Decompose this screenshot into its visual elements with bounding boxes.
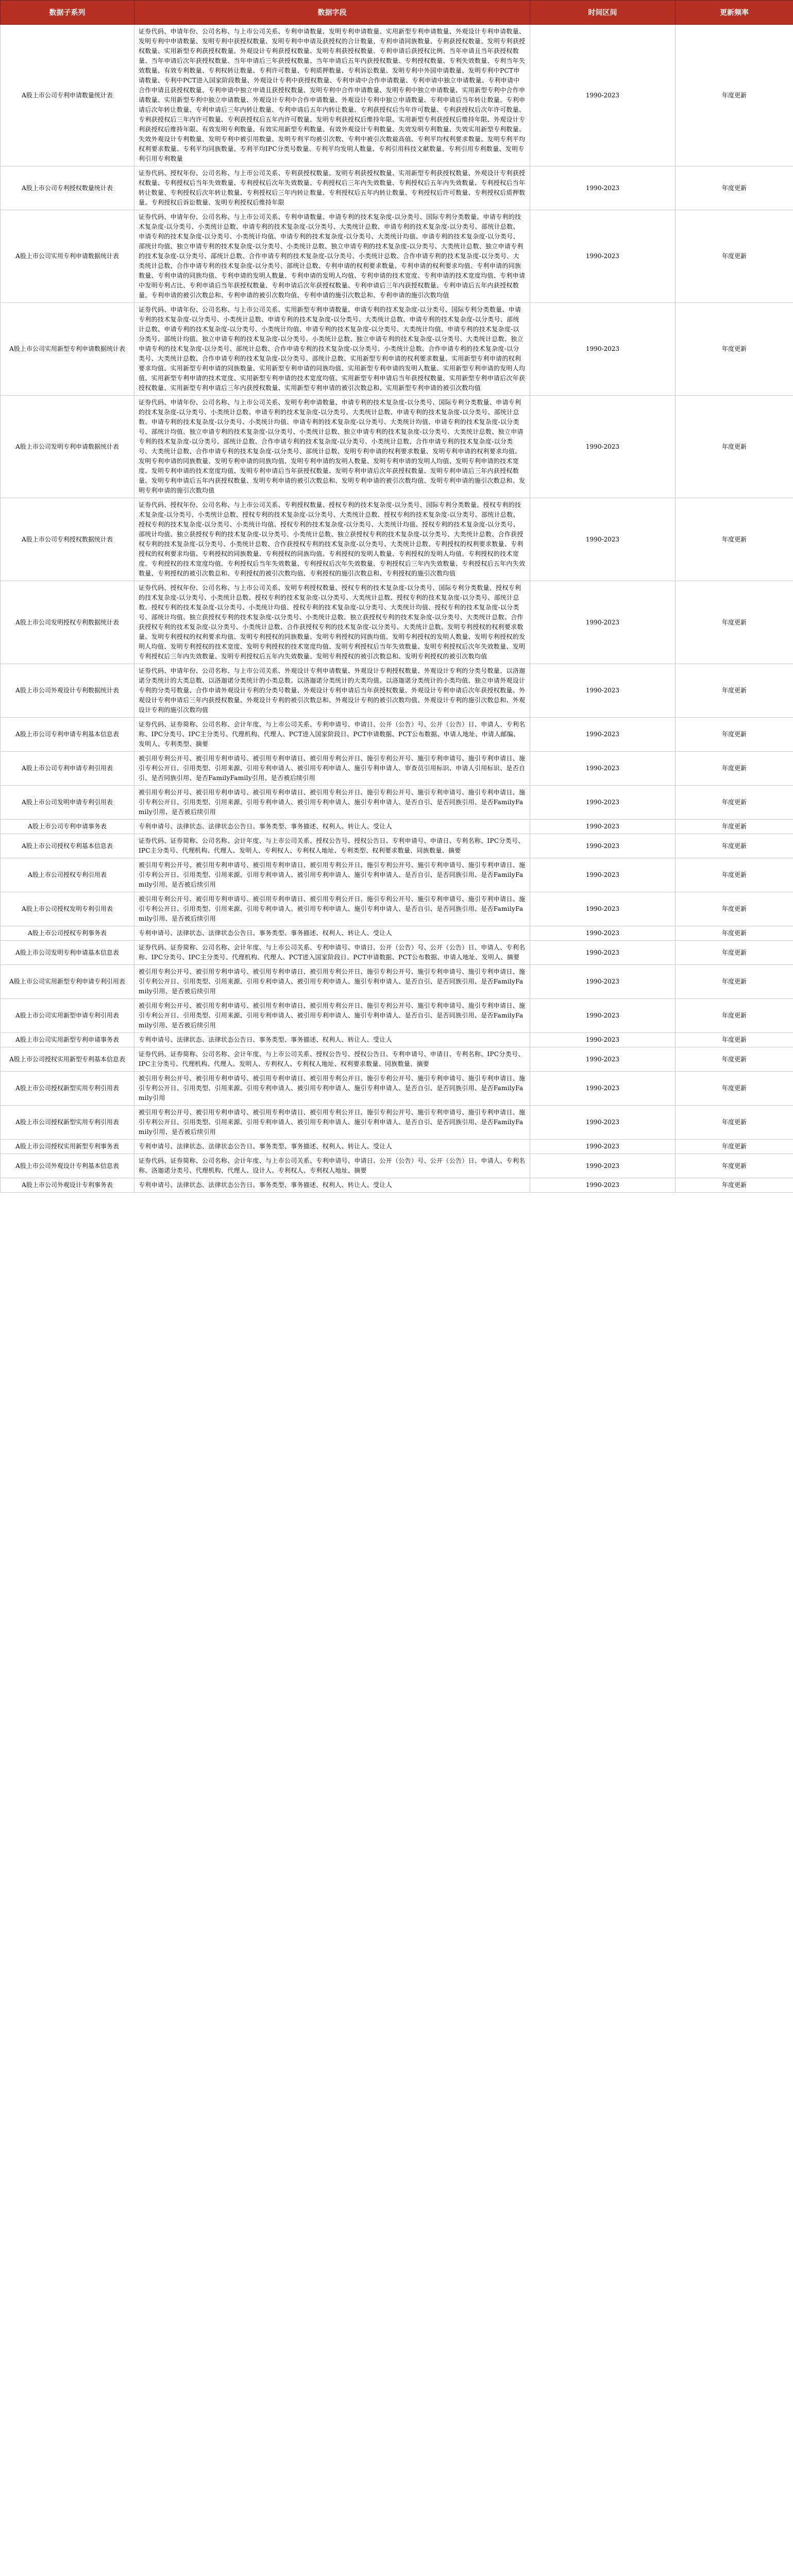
table-row: [1, 1140, 793, 1154]
row-frequency: 年度更新: [676, 166, 793, 210]
row-series: A股上市公司授权实用新型专利事务表: [1, 1140, 134, 1154]
row-series: A股上市公司外观设计专利数据统计表: [1, 664, 134, 718]
row-range: 1990-2023: [530, 1154, 676, 1178]
row-series: A股上市公司实用专利申请数据统计表: [1, 210, 134, 303]
row-range: 1990-2023: [530, 1033, 676, 1047]
row-fields: 证券代码、证券简称、公司名称、会计年度、与上市公司关系、专利申请号、申请日、公开（公告）号、公开（公告）日、申请人、专利名称、IPC分类号、IPC主分类号、代理机构、代理人、PCT进入国家阶段日、PCT申请数据、PCT公布数据、申请人地址、申请人邮编、发明人、专利类型、摘要: [134, 718, 530, 752]
row-range: 1990-2023: [530, 1178, 676, 1193]
row-frequency: 年度更新: [676, 965, 793, 999]
row-fields: 证券代码、证券简称、公司名称、会计年度、与上市公司关系、专利申请号、申请日、公开（公告）号、公开（公告）日、申请人、专利名称、洛迦诺分类号、代理机构、代理人、设计人、专利权人、专利权人地址、摘要: [134, 1154, 530, 1178]
table-row: [1, 1106, 793, 1140]
row-series: A股上市公司授权新型实用专利引用表: [1, 1072, 134, 1106]
table-row: [1, 786, 793, 820]
row-frequency: 年度更新: [676, 718, 793, 752]
table-row: [1, 965, 793, 999]
row-frequency: 年度更新: [676, 752, 793, 786]
row-range: 1990-2023: [530, 965, 676, 999]
table-row: [1, 581, 793, 664]
row-series: A股上市公司实用新型申请专利引用表: [1, 999, 134, 1033]
table-row: [1, 752, 793, 786]
row-series: A股上市公司专利申请事务表: [1, 820, 134, 834]
row-fields: 证券代码、授权年份、公司名称、与上市公司关系、专利获授权数量、发明专利获授权数量、实用新型专利获授权数量、外观设计专利获授权数量、专利授权后当年失效数量、专利授权后次年失效数量、专利授权后三年内失效数量、专利授权后五年内失效数量、专利授权后当年转让数量、专利授权后次年转让数量、专利授权后三年内转让数量、专利授权后五年内转让数量、专利授权后许可数量、专利授权后质押数量、专利授权后诉讼数量、发明专利授权后维持年限: [134, 166, 530, 210]
row-fields: 被引用专利公开号、被引用专利申请号、被引用专利申请日、被引用专利公开日、施引专利公开号、施引专利申请号、施引专利申请日、施引专利公开日、引用类型、引用来源、引用专利申请人、被引用专利申请人、施引专利申请人、审查员引用标识、申请人引用标识、是否自引、是否同族引用、是否FamilyFamily引用、是否被后续引用: [134, 752, 530, 786]
row-range: 1990-2023: [530, 581, 676, 664]
row-series: A股上市公司实用新型专利申请数据统计表: [1, 303, 134, 396]
row-fields: 被引用专利公开号、被引用专利申请号、被引用专利申请日、被引用专利公开日、施引专利公开号、施引专利申请号、施引专利申请日、施引专利公开日、引用类型、引用来源、引用专利申请人、被引用专利申请人、施引专利申请人、是否自引、是否同族引用、是否FamilyFamily引用: [134, 1072, 530, 1106]
row-series: A股上市公司授权新型实用专利引用表: [1, 1106, 134, 1140]
row-range: 1990-2023: [530, 1072, 676, 1106]
row-frequency: 年度更新: [676, 999, 793, 1033]
row-range: 1990-2023: [530, 1106, 676, 1140]
row-range: 1990-2023: [530, 834, 676, 858]
row-range: 1990-2023: [530, 820, 676, 834]
header-range: 时间区间: [530, 1, 676, 25]
row-fields: 专利申请号、法律状态、法律状态公告日、事务类型、事务描述、权利人、转让人、受让人: [134, 1178, 530, 1193]
table-row: [1, 892, 793, 926]
row-fields: 证券代码、申请年份、公司名称、与上市公司关系、专利申请数量、发明专利申请数量、实用新型专利申请数量、外观设计专利申请数量、发明专利中申请数量、发明专利中获授权数量、发明专利中申请及获授权的合计数量、专利申请同族数量、专利获授权数量、发明专利获授权数量、实用新型专利获授权数量、外观设计专利获授权数量、发明专利获授权数量、专利申请后获授权比例、当年申请且当年获授权数量、当年申请后次年获授权数量、当年申请后三年获授权数量、当年申请后五年内获授权数量、专利授权数量、专利失效数量、专利当年失效数量、有效专利数量、专利权转让数量、专利许可数量、专利质押数量、专利诉讼数量、发明专利中外国申请数量、发明专利中PCT申请数量、专利中PCT进入国家阶段数量、外观设计专利中获授权数量、专利申请中合作申请数量、专利申请中独立申请数量、专利申请中合作申请且获授权数量、专利申请中独立申请且获授权数量、发明专利中合作申请数量、发明专利中独立申请数量、实用新型专利中合作申请数量、实用新型专利中独立申请数量、外观设计专利中合作申请数量、外观设计专利中独立申请数量、专利申请后当年转让数量、专利申请后次年转让数量、专利申请后三年内转让数量、专利申请后五年内转让数量、专利获授权后当年许可数量、专利获授权后次年许可数量、专利获授权后三年内许可数量、专利获授权后五年内许可数量、发明专利获授权后维持年限、实用新型专利获授权后维持年限、外观设计专利获授权后维持年限、有效发明专利数量、有效实用新型专利数量、有效外观设计专利数量、失效发明专利数量、失效实用新型专利数量、失效外观设计专利数量、发明专利中被引用数量、发明专利平均被引次数、专利中被引次数最高值、专利平均权利要求数量、发明专利平均权利要求数量、专利平均同族数量、专利平均IPC分类号数量、专利平均发明人数量、专利引用科技文献数量、专利引用专利数量、发明专利引用专利数量: [134, 25, 530, 166]
row-frequency: 年度更新: [676, 834, 793, 858]
row-range: 1990-2023: [530, 786, 676, 820]
row-frequency: 年度更新: [676, 941, 793, 965]
row-series: A股上市公司外观设计专利基本信息表: [1, 1154, 134, 1178]
row-fields: 被引用专利公开号、被引用专利申请号、被引用专利申请日、被引用专利公开日、施引专利公开号、施引专利申请号、施引专利申请日、施引专利公开日、引用类型、引用来源、引用专利申请人、被引用专利申请人、施引专利申请人、是否自引、是否同族引用、是否FamilyFamily引用、是否被后续引用: [134, 1106, 530, 1140]
row-fields: 证券代码、证券简称、公司名称、会计年度、与上市公司关系、授权公告号、授权公告日、专利申请号、申请日、专利名称、IPC分类号、IPC主分类号、代理机构、代理人、发明人、专利权人、专利权人地址、专利类型、权利要求数量、同族数量、摘要: [134, 834, 530, 858]
table-row: [1, 858, 793, 892]
row-fields: 证券代码、证券简称、公司名称、会计年度、与上市公司关系、专利申请号、申请日、公开（公告）号、公开（公告）日、申请人、专利名称、IPC分类号、IPC主分类号、代理机构、代理人、PCT进入国家阶段日、PCT申请数据、PCT公布数据、申请人地址、发明人、摘要: [134, 941, 530, 965]
row-frequency: 年度更新: [676, 210, 793, 303]
table-row: [1, 1047, 793, 1072]
row-frequency: 年度更新: [676, 1072, 793, 1106]
table-header: [1, 1, 793, 25]
row-frequency: 年度更新: [676, 1033, 793, 1047]
row-fields: 专利申请号、法律状态、法律状态公告日、事务类型、事务描述、权利人、转让人、受让人: [134, 820, 530, 834]
row-series: A股上市公司实用新型专利申请事务表: [1, 1033, 134, 1047]
table-row: [1, 664, 793, 718]
row-frequency: 年度更新: [676, 25, 793, 166]
table-row: [1, 396, 793, 498]
table-row: [1, 834, 793, 858]
row-frequency: 年度更新: [676, 1178, 793, 1193]
row-series: A股上市公司外观设计专利事务表: [1, 1178, 134, 1193]
row-series: A股上市公司专利授权数据统计表: [1, 498, 134, 581]
table-row: [1, 498, 793, 581]
row-fields: 专利申请号、法律状态、法律状态公告日、事务类型、事务描述、权利人、转让人、受让人: [134, 1140, 530, 1154]
row-frequency: 年度更新: [676, 1154, 793, 1178]
table-row: [1, 166, 793, 210]
table-row: [1, 941, 793, 965]
table-row: [1, 303, 793, 396]
row-frequency: 年度更新: [676, 396, 793, 498]
row-series: A股上市公司专利申请数量统计表: [1, 25, 134, 166]
row-range: 1990-2023: [530, 892, 676, 926]
table-row: [1, 210, 793, 303]
row-fields: 被引用专利公开号、被引用专利申请号、被引用专利申请日、被引用专利公开日、施引专利公开号、施引专利申请号、施引专利申请日、施引专利公开日、引用类型、引用来源、引用专利申请人、被引用专利申请人、施引专利申请人、是否自引、是否同族引用、是否FamilyFamily引用、是否被后续引用: [134, 965, 530, 999]
row-series: A股上市公司专利申请专利引用表: [1, 752, 134, 786]
row-frequency: 年度更新: [676, 1047, 793, 1072]
row-frequency: 年度更新: [676, 498, 793, 581]
row-range: 1990-2023: [530, 1140, 676, 1154]
row-frequency: 年度更新: [676, 664, 793, 718]
row-fields: 证券代码、授权年份、公司名称、与上市公司关系、专利授权数量、授权专利的技术复杂度-以分类号、国际专利分类数量、授权专利的技术复杂度-以分类号、小类统计总数、授权专利的技术复杂度-以分类号、大类统计总数、授权专利的技术复杂度-以分类号、部统计总数、授权专利的技术复杂度-以分类号、小类统计均值、授权专利的技术复杂度-以分类号、大类统计均值、授权专利的技术复杂度-以分类号、部统计均值、独立获授权专利的技术复杂度-以分类号、小类统计总数、独立获授权专利的技术复杂度-以分类号、大类统计总数、合作获授权专利的技术复杂度-以分类号、小类统计总数、合作获授权专利的技术复杂度-以分类号、大类统计总数、专利授权的权利要求数量、专利授权的权利要求均值、专利授权的同族数量、专利授权的同族均值、专利授权的发明人数量、专利授权的发明人均值、专利授权的技术宽度、专利授权的技术宽度均值、专利授权后当年失效数量、专利授权后次年失效数量、专利授权后三年内失效数量、专利授权后五年内失效数量、专利授权的被引次数总和、专利授权的被引次数均值、专利授权的施引次数总和、专利授权的施引次数均值: [134, 498, 530, 581]
row-fields: 被引用专利公开号、被引用专利申请号、被引用专利申请日、被引用专利公开日、施引专利公开号、施引专利申请号、施引专利申请日、施引专利公开日、引用类型、引用来源、引用专利申请人、被引用专利申请人、施引专利申请人、是否自引、是否同族引用、是否FamilyFamily引用、是否被后续引用: [134, 999, 530, 1033]
patent-data-table: [0, 0, 793, 1193]
header-frequency: 更新频率: [676, 1, 793, 25]
row-series: A股上市公司授权发明专利引用表: [1, 892, 134, 926]
row-series: A股上市公司授权专利事务表: [1, 926, 134, 941]
row-fields: 证券代码、申请年份、公司名称、与上市公司关系、发明专利申请数量、申请专利的技术复杂度-以分类号、国际专利分类数量、申请专利的技术复杂度-以分类号、小类统计总数、申请专利的技术复杂度-以分类号、大类统计总数、申请专利的技术复杂度-以分类号、部统计总数、申请专利的技术复杂度-以分类号、小类统计均值、申请专利的技术复杂度-以分类号、大类统计均值、申请专利的技术复杂度-以分类号、部统计均值、独立申请专利的技术复杂度-以分类号、小类统计总数、独立申请专利的技术复杂度-以分类号、大类统计总数、独立申请专利的技术复杂度-以分类号、部统计总数、合作申请专利的技术复杂度-以分类号、小类统计总数、合作申请专利的技术复杂度-以分类号、大类统计总数、合作申请专利的技术复杂度-以分类号、部统计总数、发明专利申请的权利要求数量、发明专利申请的权利要求均值、发明专利申请的同族数量、发明专利申请的同族均值、发明专利申请的发明人数量、发明专利申请的发明人均值、发明专利申请的技术宽度、发明专利申请的技术宽度均值、发明专利申请后当年获授权数量、发明专利申请后次年获授权数量、发明专利申请后三年内获授权数量、发明专利申请后五年内获授权数量、发明专利申请的被引次数总和、发明专利申请的被引次数均值、发明专利申请的施引次数总和、发明专利申请的施引次数均值: [134, 396, 530, 498]
row-range: 1990-2023: [530, 1047, 676, 1072]
row-range: 1990-2023: [530, 926, 676, 941]
row-frequency: 年度更新: [676, 581, 793, 664]
row-frequency: 年度更新: [676, 786, 793, 820]
table-body: [1, 25, 793, 1193]
row-series: A股上市公司专利授权数量统计表: [1, 166, 134, 210]
row-series: A股上市公司授权实用新型专利基本信息表: [1, 1047, 134, 1072]
table-row: [1, 25, 793, 166]
row-range: 1990-2023: [530, 166, 676, 210]
row-range: 1990-2023: [530, 664, 676, 718]
row-range: 1990-2023: [530, 210, 676, 303]
row-range: 1990-2023: [530, 25, 676, 166]
table-row: [1, 1072, 793, 1106]
row-series: A股上市公司发明专利申请数据统计表: [1, 396, 134, 498]
row-range: 1990-2023: [530, 303, 676, 396]
row-series: A股上市公司发明授权专利数据统计表: [1, 581, 134, 664]
row-frequency: 年度更新: [676, 820, 793, 834]
row-frequency: 年度更新: [676, 303, 793, 396]
row-frequency: 年度更新: [676, 858, 793, 892]
row-fields: 证券代码、证券简称、公司名称、会计年度、与上市公司关系、授权公告号、授权公告日、专利申请号、申请日、专利名称、IPC分类号、IPC主分类号、代理机构、代理人、发明人、专利权人、专利权人地址、权利要求数量、同族数量、摘要: [134, 1047, 530, 1072]
row-series: A股上市公司授权专利引用表: [1, 858, 134, 892]
row-fields: 证券代码、申请年份、公司名称、与上市公司关系、外观设计专利申请数量、外观设计专利授权数量、外观设计专利的分类号数量、以洛迦诺分类统计的大类总数、以洛迦诺分类统计的小类总数、以洛迦诺分类统计的大类均值、以洛迦诺分类统计的小类均值、独立申请外观设计专利的分类号数量、合作申请外观设计专利的分类号数量、外观设计专利申请后当年获授权数量、外观设计专利申请后次年获授权数量、外观设计专利申请后三年内获授权数量、外观设计专利的被引次数总和、外观设计专利的被引次数均值、外观设计专利的施引次数总和、外观设计专利的施引次数均值: [134, 664, 530, 718]
row-range: 1990-2023: [530, 718, 676, 752]
table-row: [1, 926, 793, 941]
row-frequency: 年度更新: [676, 926, 793, 941]
row-fields: 证券代码、授权年份、公司名称、与上市公司关系、发明专利授权数量、授权专利的技术复杂度-以分类号、国际专利分类数量、授权专利的技术复杂度-以分类号、小类统计总数、授权专利的技术复杂度-以分类号、大类统计总数、授权专利的技术复杂度-以分类号、部统计总数、授权专利的技术复杂度-以分类号、小类统计均值、授权专利的技术复杂度-以分类号、大类统计均值、授权专利的技术复杂度-以分类号、部统计均值、独立获授权专利的技术复杂度-以分类号、小类统计总数、独立获授权专利的技术复杂度-以分类号、大类统计总数、合作获授权专利的技术复杂度-以分类号、小类统计总数、合作获授权专利的技术复杂度-以分类号、大类统计总数、发明专利授权的权利要求数量、发明专利授权的权利要求均值、发明专利授权的同族数量、发明专利授权的同族均值、发明专利授权的发明人数量、发明专利授权的发明人均值、发明专利授权的技术宽度、发明专利授权的技术宽度均值、发明专利授权后当年失效数量、发明专利授权后次年失效数量、发明专利授权后三年内失效数量、发明专利授权后五年内失效数量、发明专利授权的被引次数总和、发明专利授权的被引次数均值: [134, 581, 530, 664]
row-series: A股上市公司发明专利申请基本信息表: [1, 941, 134, 965]
row-fields: 被引用专利公开号、被引用专利申请号、被引用专利申请日、被引用专利公开日、施引专利公开号、施引专利申请号、施引专利申请日、施引专利公开日、引用类型、引用来源、引用专利申请人、被引用专利申请人、施引专利申请人、是否自引、是否同族引用、是否FamilyFamily引用、是否被后续引用: [134, 892, 530, 926]
table-row: [1, 820, 793, 834]
row-fields: 证券代码、申请年份、公司名称、与上市公司关系、专利申请数量、申请专利的技术复杂度-以分类号、国际专利分类数量、申请专利的技术复杂度-以分类号、小类统计总数、申请专利的技术复杂度-以分类号、大类统计总数、申请专利的技术复杂度-以分类号、部统计总数、申请专利的技术复杂度-以分类号、小类统计均值、申请专利的技术复杂度-以分类号、大类统计均值、申请专利的技术复杂度-以分类号、部统计均值、独立申请专利的技术复杂度-以分类号、小类统计总数、独立申请专利的技术复杂度-以分类号、大类统计总数、独立申请专利的技术复杂度-以分类号、部统计总数、合作申请专利的技术复杂度-以分类号、小类统计总数、合作申请专利的技术复杂度-以分类号、大类统计总数、合作申请专利的技术复杂度-以分类号、部统计总数、专利申请的权利要求数量、专利申请的权利要求均值、专利申请的同族数量、专利申请的同族均值、专利申请的发明人数量、专利申请的发明人均值、专利申请的技术宽度、专利申请的技术宽度均值、专利申请中发明专利占比、专利申请后当年获授权数量、专利申请后次年获授权数量、专利申请后三年内获授权数量、专利申请后五年内获授权数量、专利申请的被引次数总和、专利申请的被引次数均值、专利申请的施引次数总和、专利申请的施引次数均值: [134, 210, 530, 303]
header-row: [1, 1, 793, 25]
row-fields: 被引用专利公开号、被引用专利申请号、被引用专利申请日、被引用专利公开日、施引专利公开号、施引专利申请号、施引专利申请日、施引专利公开日、引用类型、引用来源、引用专利申请人、被引用专利申请人、施引专利申请人、是否自引、是否同族引用、是否FamilyFamily引用、是否被后续引用: [134, 858, 530, 892]
row-range: 1990-2023: [530, 498, 676, 581]
table-row: [1, 718, 793, 752]
row-range: 1990-2023: [530, 858, 676, 892]
row-frequency: 年度更新: [676, 892, 793, 926]
table-row: [1, 1033, 793, 1047]
row-fields: 专利申请号、法律状态、法律状态公告日、事务类型、事务描述、权利人、转让人、受让人: [134, 926, 530, 941]
table-row: [1, 1154, 793, 1178]
row-series: A股上市公司授权专利基本信息表: [1, 834, 134, 858]
header-series: 数据子系列: [1, 1, 134, 25]
row-range: 1990-2023: [530, 396, 676, 498]
table-row: [1, 1178, 793, 1193]
row-range: 1990-2023: [530, 752, 676, 786]
row-fields: 被引用专利公开号、被引用专利申请号、被引用专利申请日、被引用专利公开日、施引专利公开号、施引专利申请号、施引专利申请日、施引专利公开日、引用类型、引用来源、引用专利申请人、被引用专利申请人、施引专利申请人、是否自引、是否同族引用、是否FamilyFamily引用、是否被后续引用: [134, 786, 530, 820]
header-fields: 数据字段: [134, 1, 530, 25]
row-frequency: 年度更新: [676, 1140, 793, 1154]
row-fields: 专利申请号、法律状态、法律状态公告日、事务类型、事务描述、权利人、转让人、受让人: [134, 1033, 530, 1047]
row-series: A股上市公司实用新型专利申请专利引用表: [1, 965, 134, 999]
row-series: A股上市公司发明申请专利引用表: [1, 786, 134, 820]
row-range: 1990-2023: [530, 999, 676, 1033]
row-frequency: 年度更新: [676, 1106, 793, 1140]
row-range: 1990-2023: [530, 941, 676, 965]
table-row: [1, 999, 793, 1033]
row-fields: 证券代码、申请年份、公司名称、与上市公司关系、实用新型专利申请数量、申请专利的技术复杂度-以分类号、国际专利分类数量、申请专利的技术复杂度-以分类号、小类统计总数、申请专利的技术复杂度-以分类号、大类统计总数、申请专利的技术复杂度-以分类号、部统计总数、申请专利的技术复杂度-以分类号、小类统计均值、申请专利的技术复杂度-以分类号、大类统计均值、申请专利的技术复杂度-以分类号、部统计均值、独立申请专利的技术复杂度-以分类号、小类统计总数、独立申请专利的技术复杂度-以分类号、大类统计总数、独立申请专利的技术复杂度-以分类号、部统计总数、合作申请专利的技术复杂度-以分类号、小类统计总数、合作申请专利的技术复杂度-以分类号、大类统计总数、合作申请专利的技术复杂度-以分类号、部统计总数、实用新型专利申请的权利要求数量、实用新型专利申请的权利要求均值、实用新型专利申请的同族数量、实用新型专利申请的同族均值、实用新型专利申请的发明人数量、实用新型专利申请的发明人均值、实用新型专利申请的技术宽度、实用新型专利申请的技术宽度均值、实用新型专利申请后当年获授权数量、实用新型专利申请后次年获授权数量、实用新型专利申请后三年内获授权数量、实用新型专利申请的被引次数总和、实用新型专利申请的被引次数均值: [134, 303, 530, 396]
row-series: A股上市公司专利申请专利基本信息表: [1, 718, 134, 752]
